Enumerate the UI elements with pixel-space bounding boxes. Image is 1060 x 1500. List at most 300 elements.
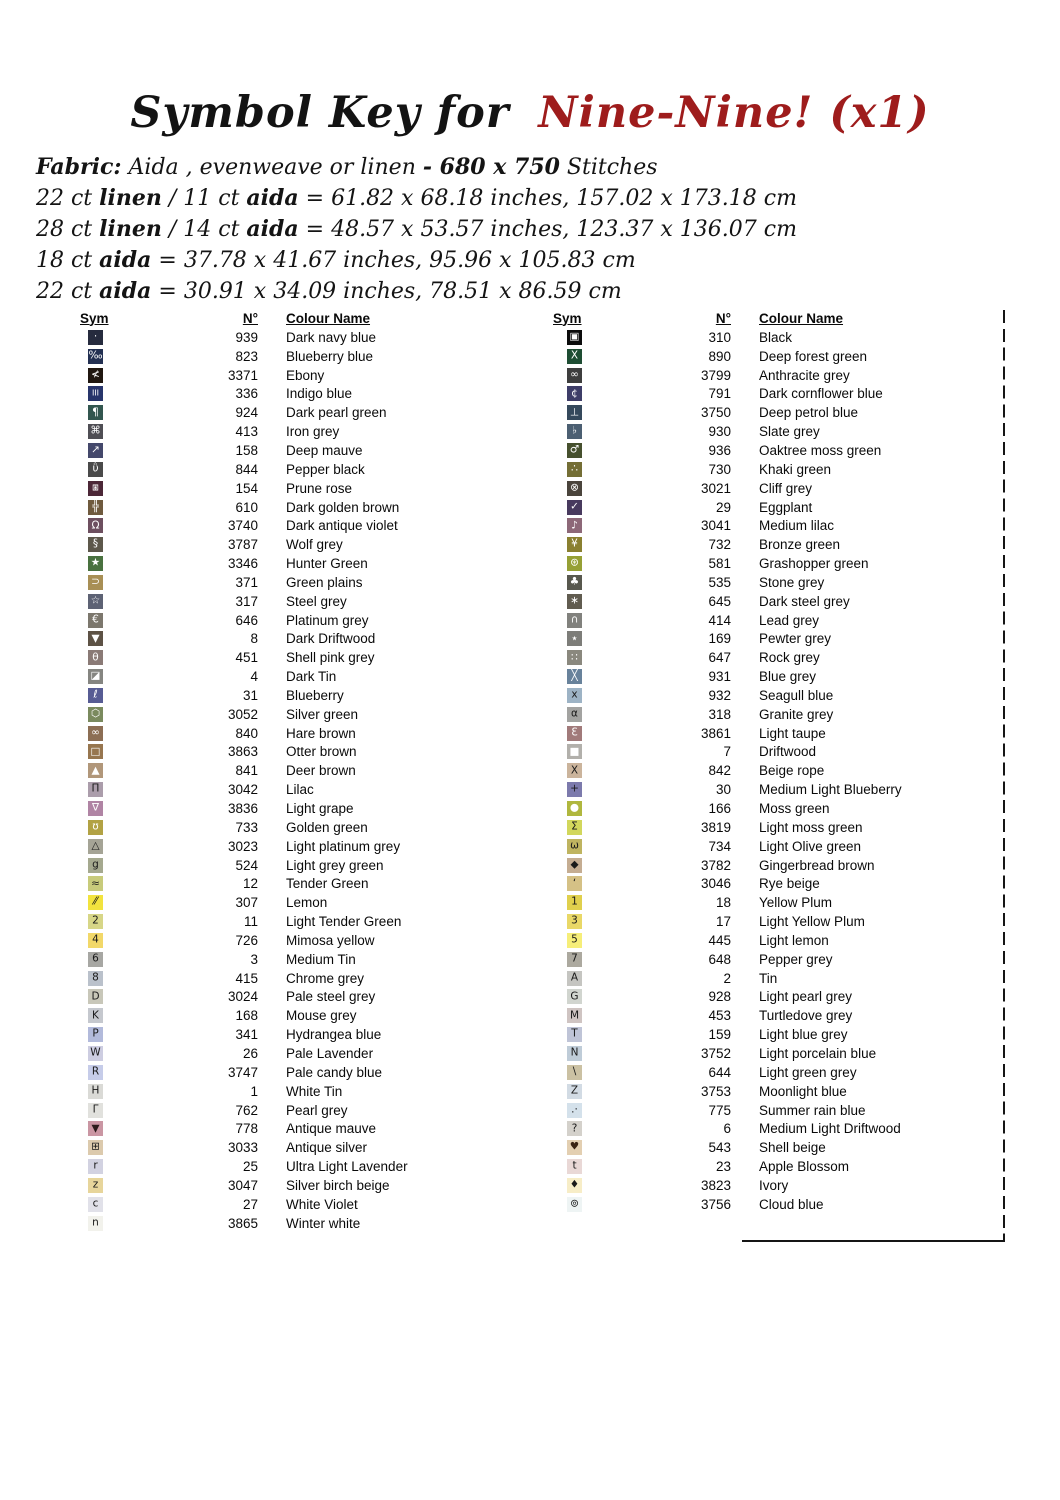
stitch-symbol-glyph: ⊚ <box>570 1197 579 1210</box>
stitch-symbol-glyph: ∞ <box>570 368 579 381</box>
stitch-symbol-swatch <box>567 744 582 759</box>
stitch-symbol-swatch <box>567 631 582 646</box>
colour-name: Light platinum grey <box>286 838 401 854</box>
stitch-symbol-swatch <box>88 1140 103 1155</box>
stitch-symbol-swatch <box>567 1197 582 1212</box>
stitch-symbol-glyph: ♦ <box>569 1178 580 1191</box>
stitch-symbol-glyph: z <box>92 1178 99 1191</box>
floss-number: 939 <box>235 329 258 345</box>
stitch-symbol-swatch <box>88 952 103 967</box>
floss-number: 371 <box>235 574 258 590</box>
stitch-symbol-swatch <box>567 933 582 948</box>
colour-name: Medium Light Driftwood <box>759 1121 901 1137</box>
floss-number: 3753 <box>700 1083 731 1099</box>
stitch-symbol-glyph: K <box>92 1009 99 1022</box>
stitch-symbol-glyph: Π <box>91 782 100 795</box>
colour-name: Ultra Light Lavender <box>286 1159 408 1175</box>
stitch-symbol-glyph: ▼ <box>91 1122 100 1135</box>
stitch-symbol-glyph: ω <box>570 839 579 852</box>
stitch-symbol-glyph: ♥ <box>569 1140 580 1153</box>
table-row <box>553 912 1003 931</box>
stitch-symbol-swatch <box>88 556 103 571</box>
table-row <box>80 403 500 422</box>
stitch-symbol-glyph: ∷ <box>571 651 578 664</box>
table-row <box>553 874 1003 893</box>
colour-name: White Tin <box>286 1083 343 1099</box>
stitch-symbol-swatch <box>88 594 103 609</box>
stitch-symbol-glyph: ΰ <box>92 462 99 475</box>
table-row <box>80 931 500 950</box>
colour-name: Pepper grey <box>759 951 833 967</box>
colour-name: Tender Green <box>286 876 369 892</box>
stitch-symbol-swatch <box>567 481 582 496</box>
header-colour-name: Colour Name <box>759 310 844 326</box>
stitch-symbol-swatch <box>567 518 582 533</box>
stitch-symbol-glyph: X <box>570 764 579 777</box>
colour-name: Cliff grey <box>759 480 813 496</box>
table-row <box>80 743 500 762</box>
stitch-symbol-glyph: A <box>570 971 579 984</box>
colour-name: Steel grey <box>286 593 347 609</box>
table-row <box>553 799 1003 818</box>
colour-name: Dark golden brown <box>286 499 400 515</box>
colour-name: Dark steel grey <box>759 593 850 609</box>
stitch-symbol-swatch <box>88 500 103 515</box>
table-row <box>553 1082 1003 1101</box>
stitch-symbol-glyph: N <box>570 1046 579 1059</box>
floss-number: 840 <box>235 725 258 741</box>
floss-number: 3046 <box>700 876 731 892</box>
floss-number: 3865 <box>227 1215 258 1231</box>
stitch-symbol-swatch <box>567 726 582 741</box>
colour-name: Stone grey <box>759 574 825 590</box>
stitch-symbol-glyph: ⊛ <box>570 556 579 569</box>
stitch-symbol-swatch <box>567 1027 582 1042</box>
stitch-symbol-swatch <box>567 858 582 873</box>
stitch-symbol-swatch <box>88 989 103 1004</box>
floss-number: 924 <box>235 405 258 421</box>
table-row <box>553 686 1003 705</box>
table-row <box>553 761 1003 780</box>
stitch-symbol-swatch <box>567 1046 582 1061</box>
stitch-symbol-swatch <box>88 744 103 759</box>
stitch-symbol-glyph: ? <box>571 1122 578 1135</box>
stitch-symbol-swatch <box>88 631 103 646</box>
table-row <box>553 931 1003 950</box>
floss-number: 890 <box>708 348 731 364</box>
stitch-symbol-glyph: ▲ <box>91 764 100 777</box>
stitch-symbol-glyph: x <box>571 688 578 701</box>
floss-number: 23 <box>715 1159 731 1175</box>
title-prefix: Symbol Key for <box>130 88 510 138</box>
stitch-symbol-glyph: □ <box>90 745 101 758</box>
table-row <box>80 441 500 460</box>
stitch-symbol-glyph: G <box>570 990 579 1003</box>
colour-name: Indigo blue <box>286 386 353 402</box>
colour-name: Seagull blue <box>759 687 834 703</box>
fabric-line: 18 ct aida = 37.78 x 41.67 inches, 95.96 x 105.83 cm <box>36 247 636 273</box>
table-row <box>80 1063 500 1082</box>
stitch-symbol-glyph: ╬ <box>92 500 99 513</box>
floss-number: 646 <box>235 612 258 628</box>
colour-name: Lilac <box>286 782 314 798</box>
stitch-symbol-swatch <box>88 839 103 854</box>
stitch-symbol-swatch <box>88 462 103 477</box>
stitch-symbol-swatch <box>88 424 103 439</box>
table-right-dashed-border <box>1003 310 1005 1241</box>
stitch-symbol-glyph: 2 <box>92 914 99 927</box>
stitch-symbol-glyph: ⌘ <box>90 424 101 437</box>
stitch-symbol-swatch <box>88 386 103 401</box>
floss-number: 778 <box>235 1121 258 1137</box>
colour-name: Light blue grey <box>759 1027 848 1043</box>
colour-name: Light pearl grey <box>759 989 853 1005</box>
stitch-symbol-swatch <box>88 1159 103 1174</box>
table-header-right <box>553 308 1003 328</box>
table-row <box>80 780 500 799</box>
floss-number: 3033 <box>227 1140 258 1156</box>
table-row <box>80 799 500 818</box>
stitch-symbol-swatch <box>88 443 103 458</box>
stitch-symbol-glyph: g <box>92 858 99 871</box>
stitch-symbol-swatch <box>567 330 582 345</box>
stitch-symbol-swatch <box>88 613 103 628</box>
colour-name: Pewter grey <box>759 631 832 647</box>
floss-number: 3756 <box>700 1196 731 1212</box>
colour-name: Khaki green <box>759 461 832 477</box>
colour-name: Hunter Green <box>286 556 368 572</box>
stitch-symbol-swatch <box>567 914 582 929</box>
header-sym: Sym <box>80 310 109 326</box>
stitch-symbol-swatch <box>88 537 103 552</box>
table-row <box>553 403 1003 422</box>
stitch-symbol-swatch <box>567 820 582 835</box>
stitch-symbol-swatch <box>88 914 103 929</box>
colour-name: Ivory <box>759 1177 789 1193</box>
stitch-symbol-glyph: Ω <box>91 519 100 532</box>
table-row <box>80 479 500 498</box>
table-row <box>553 366 1003 385</box>
colour-name: Hydrangea blue <box>286 1027 382 1043</box>
stitch-symbol-glyph: ∗ <box>570 594 579 607</box>
stitch-symbol-swatch <box>567 349 582 364</box>
stitch-symbol-swatch <box>567 1008 582 1023</box>
colour-name: Light lemon <box>759 932 829 948</box>
stitch-symbol-swatch <box>567 368 582 383</box>
floss-number: 169 <box>708 631 731 647</box>
table-row <box>80 1214 500 1233</box>
table-row <box>553 498 1003 517</box>
table-row <box>553 856 1003 875</box>
stitch-symbol-swatch <box>567 556 582 571</box>
stitch-symbol-glyph: III <box>91 388 100 398</box>
stitch-symbol-swatch <box>88 858 103 873</box>
stitch-symbol-swatch <box>88 1216 103 1231</box>
colour-name: Summer rain blue <box>759 1102 866 1118</box>
stitch-symbol-swatch <box>88 368 103 383</box>
floss-number: 844 <box>235 461 258 477</box>
colour-name: Deep forest green <box>759 348 868 364</box>
colour-name: Mouse grey <box>286 1008 357 1024</box>
stitch-symbol-swatch <box>88 933 103 948</box>
table-row <box>553 479 1003 498</box>
table-row <box>553 611 1003 630</box>
table-row <box>553 988 1003 1007</box>
floss-number: 159 <box>708 1027 731 1043</box>
stitch-symbol-glyph: ∞ <box>91 726 100 739</box>
floss-number: 6 <box>723 1121 731 1137</box>
colour-name: Light porcelain blue <box>759 1045 877 1061</box>
stitch-symbol-glyph: ▼ <box>91 632 100 645</box>
stitch-symbol-glyph: ♭ <box>572 424 577 437</box>
floss-number: 581 <box>708 556 731 572</box>
stitch-symbol-swatch <box>567 895 582 910</box>
colour-name: Pale candy blue <box>286 1064 383 1080</box>
floss-number: 3740 <box>227 518 258 534</box>
floss-number: 791 <box>708 386 731 402</box>
stitch-symbol-swatch <box>88 330 103 345</box>
stitch-symbol-swatch <box>88 1084 103 1099</box>
table-row <box>553 837 1003 856</box>
stitch-symbol-swatch <box>88 971 103 986</box>
colour-name: Driftwood <box>759 744 817 760</box>
stitch-symbol-swatch <box>88 782 103 797</box>
floss-number: 4 <box>250 669 258 685</box>
colour-name: Lemon <box>286 895 328 911</box>
floss-number: 841 <box>235 763 258 779</box>
stitch-symbol-glyph: R <box>91 1065 100 1078</box>
stitch-symbol-glyph: c <box>92 1197 99 1210</box>
colour-name: Moss green <box>759 801 830 817</box>
floss-number: 154 <box>235 480 258 496</box>
floss-number: 3752 <box>700 1045 731 1061</box>
table-row <box>80 385 500 404</box>
table-row <box>80 856 500 875</box>
floss-number: 3346 <box>227 556 258 572</box>
stitch-symbol-swatch <box>567 500 582 515</box>
stitch-symbol-glyph: + <box>570 782 579 795</box>
table-row <box>553 630 1003 649</box>
colour-name: Dark cornflower blue <box>759 386 883 402</box>
stitch-symbol-swatch <box>88 1027 103 1042</box>
table-row <box>553 1025 1003 1044</box>
stitch-symbol-glyph: ⧆ <box>92 481 99 494</box>
table-row <box>80 724 500 743</box>
table-row <box>80 347 500 366</box>
table-row <box>553 667 1003 686</box>
stitch-symbol-glyph: 5 <box>571 933 578 946</box>
colour-name: Iron grey <box>286 424 340 440</box>
stitch-symbol-swatch <box>88 349 103 364</box>
stitch-symbol-glyph: ≮ <box>91 368 100 381</box>
floss-number: 11 <box>243 914 258 930</box>
table-row <box>553 648 1003 667</box>
header-number: N° <box>715 310 731 326</box>
stitch-symbol-swatch <box>88 801 103 816</box>
stitch-symbol-glyph: D <box>91 990 100 1003</box>
floss-number: 648 <box>708 951 731 967</box>
stitch-symbol-glyph: .· <box>571 1103 578 1116</box>
table-row <box>553 743 1003 762</box>
floss-number: 2 <box>723 970 731 986</box>
floss-number: 3863 <box>227 744 258 760</box>
stitch-symbol-glyph: Z <box>570 1084 579 1097</box>
table-row <box>553 1006 1003 1025</box>
table-row <box>553 1157 1003 1176</box>
colour-name: Silver birch beige <box>286 1177 390 1193</box>
table-row <box>80 1119 500 1138</box>
stitch-symbol-swatch <box>567 782 582 797</box>
stitch-symbol-swatch <box>88 1103 103 1118</box>
stitch-symbol-glyph: ⊃ <box>91 575 100 588</box>
stitch-symbol-glyph: ∩ <box>570 613 579 626</box>
stitch-symbol-swatch <box>567 424 582 439</box>
floss-number: 27 <box>242 1196 258 1212</box>
symbol-key-table-right <box>553 308 1003 1214</box>
floss-number: 930 <box>708 424 731 440</box>
colour-name: Light Tender Green <box>286 914 402 930</box>
table-row <box>80 667 500 686</box>
colour-name: Dark pearl green <box>286 405 387 421</box>
floss-number: 7 <box>723 744 731 760</box>
colour-name: Cloud blue <box>759 1196 824 1212</box>
stitch-symbol-glyph: ♂ <box>569 443 580 456</box>
stitch-symbol-swatch <box>567 1103 582 1118</box>
stitch-symbol-swatch <box>567 1140 582 1155</box>
colour-name: Pale Lavender <box>286 1045 374 1061</box>
table-row <box>80 818 500 837</box>
stitch-symbol-glyph: ☆ <box>90 594 101 607</box>
colour-name: Slate grey <box>759 424 820 440</box>
colour-name: Dark Tin <box>286 669 337 685</box>
table-row <box>80 950 500 969</box>
stitch-symbol-glyph: ◪ <box>90 669 101 682</box>
table-row <box>80 498 500 517</box>
table-row <box>553 554 1003 573</box>
floss-number: 168 <box>235 1008 258 1024</box>
stitch-symbol-swatch <box>88 1065 103 1080</box>
table-row <box>80 1082 500 1101</box>
stitch-symbol-swatch <box>88 1178 103 1193</box>
colour-name: Shell beige <box>759 1140 826 1156</box>
header-colour-name: Colour Name <box>286 310 371 326</box>
stitch-symbol-glyph: P <box>92 1027 99 1040</box>
stitch-symbol-swatch <box>567 952 582 967</box>
fabric-info-block <box>36 152 1026 307</box>
colour-name: Ebony <box>286 367 325 383</box>
table-row <box>80 988 500 1007</box>
floss-number: 535 <box>708 574 731 590</box>
stitch-symbol-glyph: ★ <box>90 556 101 569</box>
stitch-symbol-glyph: ≈ <box>91 877 100 890</box>
stitch-symbol-swatch <box>88 650 103 665</box>
colour-name: Winter white <box>286 1215 361 1231</box>
table-row <box>553 1063 1003 1082</box>
stitch-symbol-glyph: € <box>92 613 99 626</box>
stitch-symbol-glyph: r <box>93 1159 98 1172</box>
stitch-symbol-swatch <box>567 1159 582 1174</box>
table-row <box>553 1176 1003 1195</box>
stitch-symbol-glyph: M <box>569 1009 580 1022</box>
stitch-symbol-swatch <box>88 1008 103 1023</box>
floss-number: 30 <box>715 782 731 798</box>
table-row <box>80 1044 500 1063</box>
stitch-symbol-glyph: ✓ <box>570 500 579 513</box>
floss-number: 610 <box>235 499 258 515</box>
floss-number: 645 <box>708 593 731 609</box>
floss-number: 414 <box>708 612 731 628</box>
colour-name: Medium Light Blueberry <box>759 782 902 798</box>
colour-name: Grashopper green <box>759 556 869 572</box>
floss-number: 932 <box>708 687 731 703</box>
stitch-symbol-glyph: \ <box>572 1065 577 1078</box>
stitch-symbol-swatch <box>567 989 582 1004</box>
stitch-symbol-glyph: H <box>91 1084 100 1097</box>
stitch-symbol-swatch <box>88 688 103 703</box>
colour-name: Prune rose <box>286 480 353 496</box>
colour-name: Granite grey <box>759 706 834 722</box>
floss-number: 453 <box>708 1008 731 1024</box>
table-row <box>80 837 500 856</box>
stitch-symbol-glyph: ▣ <box>569 330 580 343</box>
table-row <box>80 328 500 347</box>
table-row <box>553 1195 1003 1214</box>
floss-number: 524 <box>235 857 258 873</box>
floss-number: 3747 <box>227 1064 258 1080</box>
colour-name: Otter brown <box>286 744 357 760</box>
colour-name: Light grey green <box>286 857 384 873</box>
table-row <box>80 460 500 479</box>
stitch-symbol-swatch <box>88 763 103 778</box>
floss-number: 341 <box>235 1027 258 1043</box>
table-row <box>553 969 1003 988</box>
floss-number: 733 <box>235 819 258 835</box>
stitch-symbol-swatch <box>88 895 103 910</box>
stitch-symbol-swatch <box>567 707 582 722</box>
stitch-symbol-glyph: ⊗ <box>570 481 579 494</box>
floss-number: 3 <box>250 951 258 967</box>
table-row <box>80 366 500 385</box>
stitch-symbol-glyph: · <box>93 330 98 343</box>
table-row <box>80 554 500 573</box>
page-title <box>0 88 1060 138</box>
stitch-symbol-glyph: 8 <box>92 971 99 984</box>
table-row <box>553 950 1003 969</box>
stitch-symbol-swatch <box>567 575 582 590</box>
stitch-symbol-swatch <box>567 971 582 986</box>
colour-name: Deep mauve <box>286 442 363 458</box>
table-row <box>553 780 1003 799</box>
colour-name: Golden green <box>286 819 368 835</box>
colour-name: Wolf grey <box>286 537 343 553</box>
floss-number: 3371 <box>227 367 258 383</box>
fabric-line: 22 ct aida = 30.91 x 34.09 inches, 78.51 x 86.59 cm <box>36 278 622 304</box>
stitch-symbol-glyph: 4 <box>92 933 99 946</box>
colour-name: Light taupe <box>759 725 826 741</box>
stitch-symbol-swatch <box>567 839 582 854</box>
stitch-symbol-glyph: Σ <box>571 820 578 833</box>
floss-number: 1 <box>250 1083 258 1099</box>
stitch-symbol-swatch <box>567 1084 582 1099</box>
table-row <box>80 893 500 912</box>
colour-name: Moonlight blue <box>759 1083 847 1099</box>
table-row <box>80 422 500 441</box>
stitch-symbol-glyph: ٭ <box>571 632 578 645</box>
colour-name: Dark Driftwood <box>286 631 376 647</box>
table-row <box>553 441 1003 460</box>
stitch-symbol-swatch <box>88 405 103 420</box>
colour-name: Shell pink grey <box>286 650 375 666</box>
